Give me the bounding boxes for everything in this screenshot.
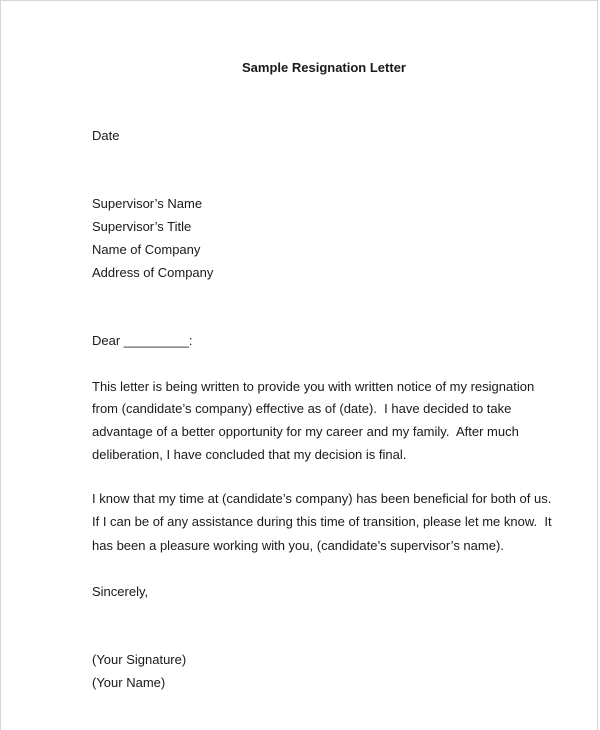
signature-line: (Your Signature) bbox=[92, 652, 187, 667]
recipient-title: Supervisor’s Title bbox=[92, 219, 192, 234]
paragraph2-line: If I can be of any assistance during this time of transition, please let me know. It bbox=[92, 514, 552, 529]
letter-title: Sample Resignation Letter bbox=[242, 60, 406, 75]
paragraph1-line: advantage of a better opportunity for my career and my family. After much bbox=[92, 424, 519, 439]
paragraph1-line: deliberation, I have concluded that my decision is final. bbox=[92, 447, 407, 462]
recipient-address: Address of Company bbox=[92, 265, 214, 280]
recipient-company: Name of Company bbox=[92, 242, 201, 257]
paragraph1-line: This letter is being written to provide you with written notice of my resignation bbox=[92, 379, 535, 394]
paragraph1-line: from (candidate’s company) effective as of (date). I have decided to take bbox=[92, 401, 512, 416]
closing: Sincerely, bbox=[92, 584, 149, 599]
salutation: Dear _________: bbox=[92, 333, 193, 348]
name-line: (Your Name) bbox=[92, 675, 166, 690]
paragraph2-line: I know that my time at (candidate’s company) has been beneficial for both of us. bbox=[92, 491, 552, 506]
recipient-name: Supervisor’s Name bbox=[92, 196, 203, 211]
paragraph2-line: has been a pleasure working with you, (candidate’s supervisor’s name). bbox=[92, 538, 504, 553]
date-line: Date bbox=[92, 128, 120, 143]
